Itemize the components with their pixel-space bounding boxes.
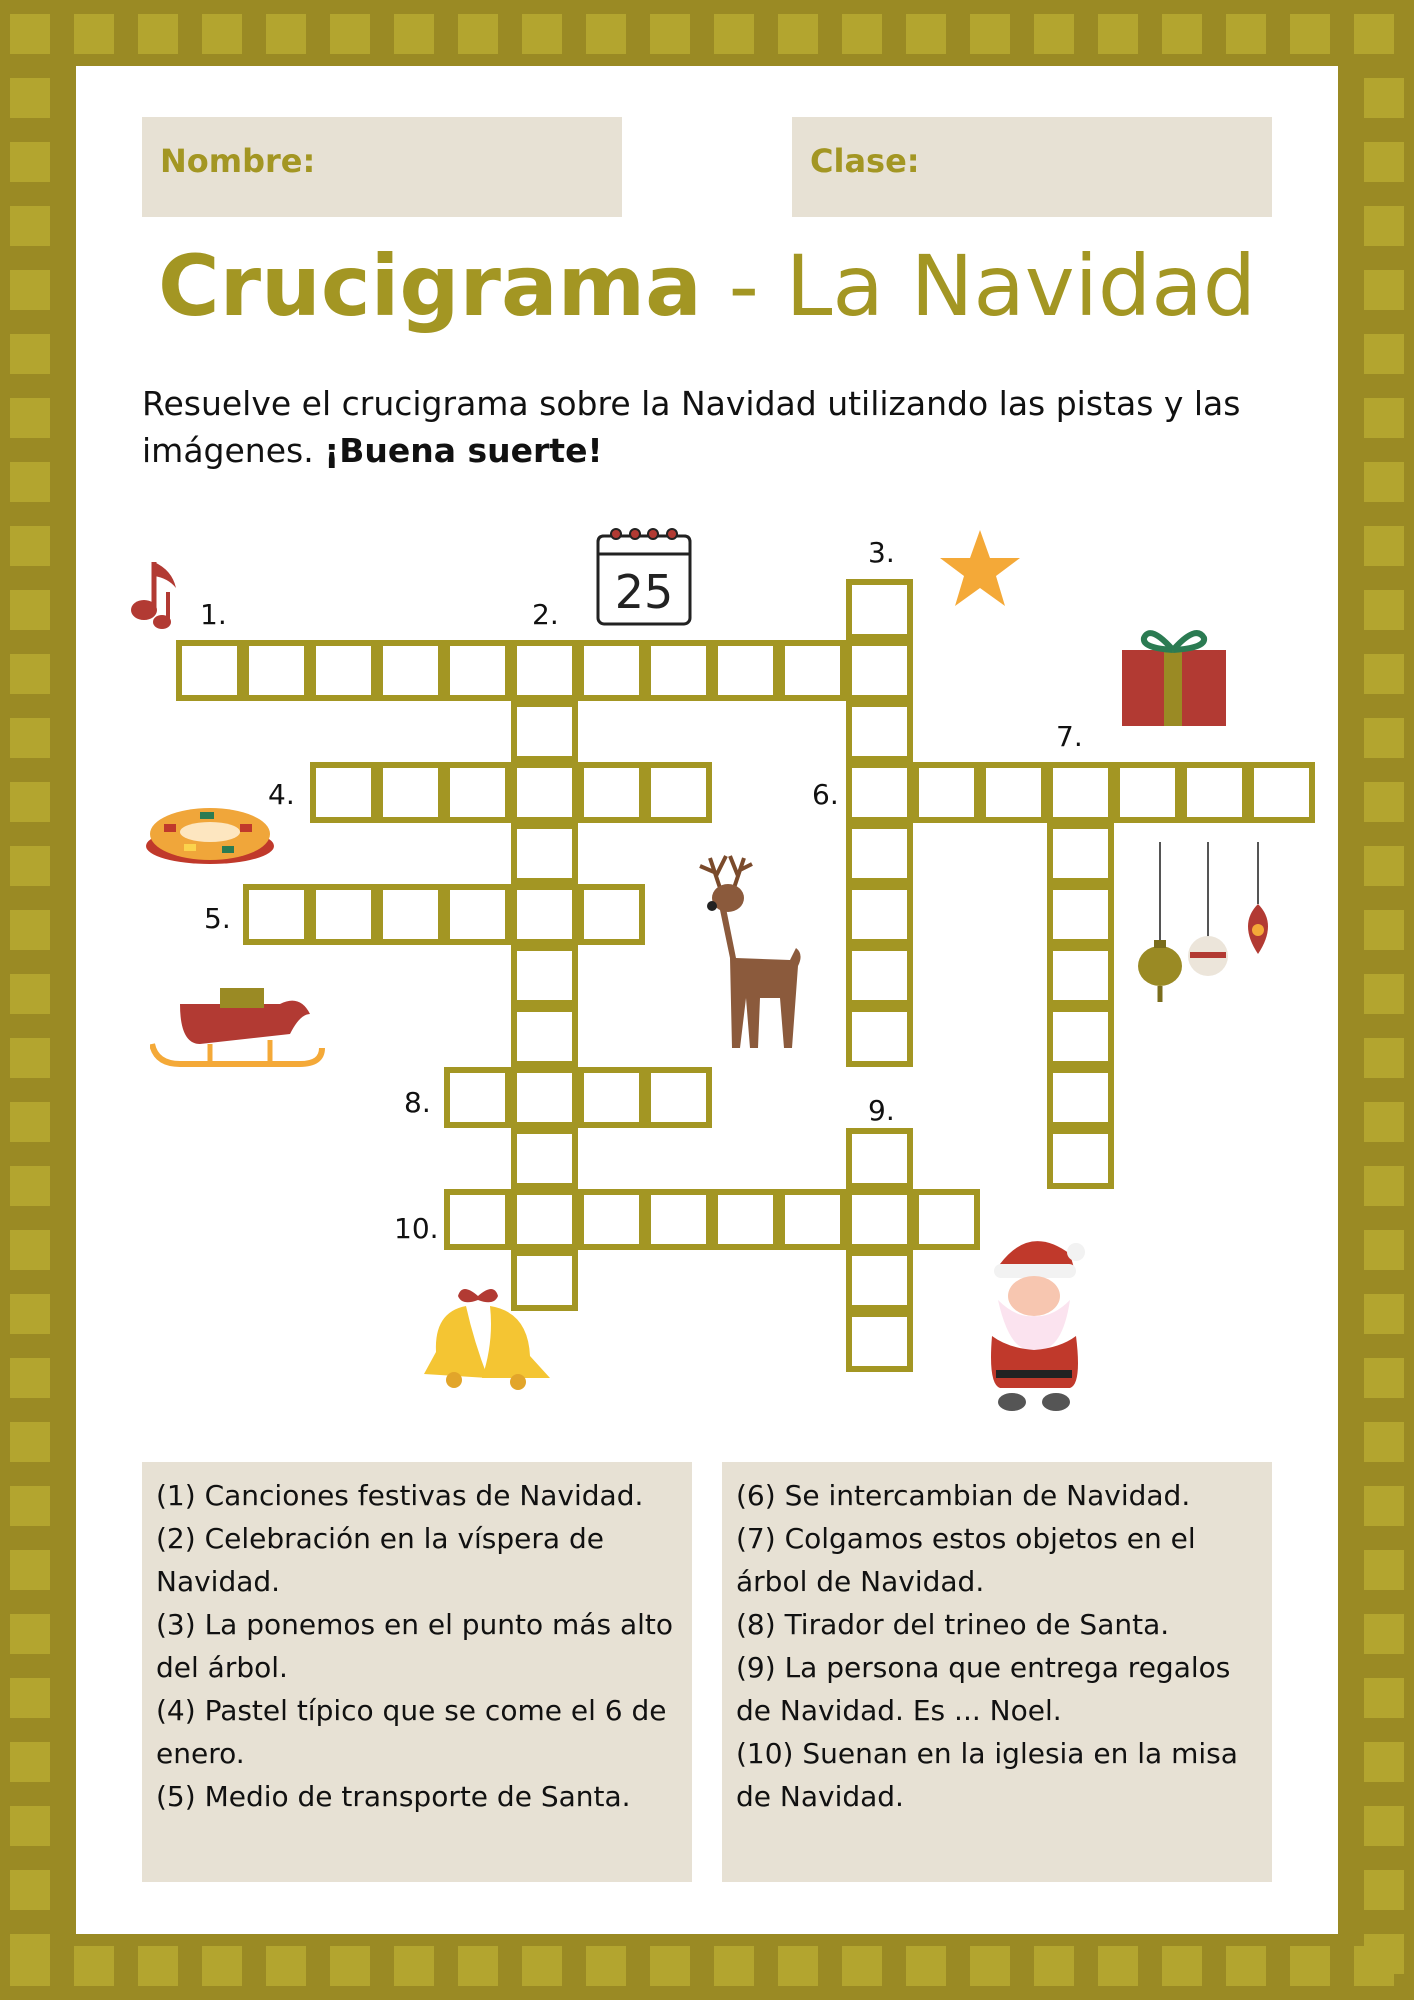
border-square: [1364, 1038, 1404, 1078]
calendar-day: 25: [614, 565, 674, 619]
crossword-cell[interactable]: [578, 884, 645, 945]
sleigh-icon: [150, 984, 326, 1072]
crossword-cell[interactable]: [846, 884, 913, 945]
border-square: [10, 1678, 50, 1718]
border-square: [1290, 14, 1330, 54]
crossword-cell[interactable]: [846, 1189, 913, 1250]
crossword-cell[interactable]: [511, 884, 578, 945]
crossword-cell[interactable]: [444, 1189, 511, 1250]
border-square: [10, 526, 50, 566]
border-square: [10, 654, 50, 694]
crossword-cell[interactable]: [243, 884, 310, 945]
border-square: [1162, 1946, 1202, 1986]
crossword-cell[interactable]: [444, 884, 511, 945]
crossword-cell[interactable]: [980, 762, 1047, 823]
music-note-icon: [124, 552, 186, 632]
border-square: [1364, 1294, 1404, 1334]
crossword-cell[interactable]: [1248, 762, 1315, 823]
crossword-cell[interactable]: [578, 762, 645, 823]
crossword-cell[interactable]: [846, 945, 913, 1006]
crossword-cell[interactable]: [1047, 823, 1114, 884]
crossword-cell[interactable]: [511, 945, 578, 1006]
border-square: [1364, 1678, 1404, 1718]
border-square: [1364, 846, 1404, 886]
border-square: [1364, 590, 1404, 630]
border-square: [522, 14, 562, 54]
crossword-cell[interactable]: [645, 1189, 712, 1250]
clue-number-1: 1.: [200, 598, 227, 631]
crossword-cell[interactable]: [1047, 762, 1114, 823]
border-square: [266, 1946, 306, 1986]
border-square: [138, 14, 178, 54]
gift-icon: [1120, 624, 1230, 728]
border-square: [1364, 1550, 1404, 1590]
border-square: [714, 14, 754, 54]
crossword-cell[interactable]: [511, 701, 578, 762]
border-square: [1364, 334, 1404, 374]
border-square: [10, 718, 50, 758]
clue-number-7: 7.: [1056, 720, 1083, 753]
santa-icon: [970, 1224, 1098, 1412]
crossword-cell[interactable]: [645, 640, 712, 701]
border-square: [10, 1294, 50, 1334]
border-square: [10, 1422, 50, 1462]
border-square: [10, 334, 50, 374]
crossword-cell[interactable]: [712, 640, 779, 701]
clue-number-3: 3.: [868, 536, 895, 569]
reindeer-icon: [680, 848, 810, 1060]
clue-7: (7) Colgamos estos objetos en el árbol de Navidad.: [736, 1522, 1196, 1598]
border-square: [10, 1870, 50, 1910]
border-square: [1226, 1946, 1266, 1986]
border-square: [522, 1946, 562, 1986]
border-square: [842, 14, 882, 54]
name-label: Nombre:: [160, 142, 316, 180]
border-square: [10, 462, 50, 502]
border-square: [650, 1946, 690, 1986]
crossword-cell[interactable]: [578, 1189, 645, 1250]
border-square: [10, 142, 50, 182]
instructions: [142, 380, 1272, 474]
border-square: [586, 1946, 626, 1986]
border-square: [266, 14, 306, 54]
border-square: [74, 1946, 114, 1986]
border-square: [10, 1102, 50, 1142]
border-square: [1364, 1358, 1404, 1398]
border-square: [1364, 1166, 1404, 1206]
crossword-cell[interactable]: [511, 762, 578, 823]
border-square: [1364, 142, 1404, 182]
crossword-cell[interactable]: [1047, 945, 1114, 1006]
border-square: [10, 78, 50, 118]
border-square: [970, 14, 1010, 54]
border-square: [650, 14, 690, 54]
crossword-cell[interactable]: [846, 1250, 913, 1311]
crossword-cell[interactable]: [712, 1189, 779, 1250]
class-label: Clase:: [810, 142, 920, 180]
ornaments-icon: [1134, 842, 1280, 1006]
border-square: [10, 1934, 50, 1974]
border-square: [10, 1358, 50, 1398]
crossword-cell[interactable]: [1114, 762, 1181, 823]
crossword-cell[interactable]: [846, 823, 913, 884]
crossword-cell[interactable]: [846, 579, 913, 640]
border-square: [10, 910, 50, 950]
border-square: [1364, 1806, 1404, 1846]
clue-3: (3) La ponemos en el punto más alto del árbol.: [156, 1608, 674, 1684]
border-square: [10, 1742, 50, 1782]
border-square: [1098, 1946, 1138, 1986]
clue-number-5: 5.: [204, 902, 231, 935]
crossword-cell[interactable]: [846, 1128, 913, 1189]
crossword-cell[interactable]: [846, 701, 913, 762]
rosca-cake-icon: [144, 796, 276, 866]
border-square: [1364, 1742, 1404, 1782]
crossword-cell[interactable]: [913, 762, 980, 823]
crossword-cell[interactable]: [377, 762, 444, 823]
clues-right-box: [722, 1462, 1272, 1882]
bells-icon: [418, 1282, 556, 1392]
border-square: [906, 1946, 946, 1986]
crossword-cell[interactable]: [1047, 1128, 1114, 1189]
crossword-cell[interactable]: [310, 884, 377, 945]
crossword-cell[interactable]: [1047, 884, 1114, 945]
border-square: [906, 14, 946, 54]
clue-number-4: 4.: [268, 778, 295, 811]
clue-5: (5) Medio de transporte de Santa.: [156, 1780, 631, 1813]
border-square: [1364, 654, 1404, 694]
crossword-cell[interactable]: [645, 1067, 712, 1128]
border-square: [1098, 14, 1138, 54]
border-square: [10, 590, 50, 630]
crossword-cell[interactable]: [1181, 762, 1248, 823]
border-square: [10, 846, 50, 886]
clue-4: (4) Pastel típico que se come el 6 de enero.: [156, 1694, 667, 1770]
crossword-cell[interactable]: [511, 1067, 578, 1128]
crossword-cell[interactable]: [779, 1189, 846, 1250]
border-square: [1226, 14, 1266, 54]
border-square: [10, 398, 50, 438]
border-square: [10, 974, 50, 1014]
border-square: [1364, 1422, 1404, 1462]
crossword-cell[interactable]: [846, 1311, 913, 1372]
crossword-cell[interactable]: [511, 1189, 578, 1250]
crossword-cell[interactable]: [511, 640, 578, 701]
crossword-cell[interactable]: [444, 762, 511, 823]
instructions-text: Resuelve el crucigrama sobre la Navidad utilizando las pistas y las imágenes.: [142, 384, 1241, 470]
clue-number-9: 9.: [868, 1094, 895, 1127]
border-square: [970, 1946, 1010, 1986]
clue-number-2: 2.: [532, 598, 559, 631]
border-square: [138, 1946, 178, 1986]
border-square: [394, 1946, 434, 1986]
star-icon: [938, 528, 1022, 608]
border-square: [1290, 1946, 1330, 1986]
crossword-cell[interactable]: [444, 1067, 511, 1128]
border-square: [1364, 974, 1404, 1014]
clue-number-8: 8.: [404, 1086, 431, 1119]
border-square: [842, 1946, 882, 1986]
border-square: [1364, 462, 1404, 502]
border-square: [330, 1946, 370, 1986]
border-square: [10, 1230, 50, 1270]
border-square: [1364, 1870, 1404, 1910]
crossword-cell[interactable]: [511, 823, 578, 884]
crossword-cell[interactable]: [377, 640, 444, 701]
border-square: [458, 14, 498, 54]
name-field[interactable]: [142, 117, 622, 217]
border-square: [394, 14, 434, 54]
border-square: [1364, 718, 1404, 758]
crossword-cell[interactable]: [779, 640, 846, 701]
crossword-cell[interactable]: [846, 762, 913, 823]
crossword-cell[interactable]: [511, 1006, 578, 1067]
border-square: [458, 1946, 498, 1986]
border-square: [1364, 526, 1404, 566]
border-square: [1364, 1102, 1404, 1142]
border-square: [1364, 782, 1404, 822]
crossword-cell[interactable]: [511, 1128, 578, 1189]
border-square: [10, 782, 50, 822]
border-square: [1034, 1946, 1074, 1986]
border-square: [10, 1806, 50, 1846]
crossword-cell[interactable]: [444, 640, 511, 701]
border-square: [1364, 398, 1404, 438]
clue-8: (8) Tirador del trineo de Santa.: [736, 1608, 1170, 1641]
border-square: [10, 1486, 50, 1526]
class-field[interactable]: [792, 117, 1272, 217]
clue-number-6: 6.: [812, 778, 839, 811]
crossword-cell[interactable]: [377, 884, 444, 945]
border-square: [330, 14, 370, 54]
calendar-icon: [594, 524, 694, 628]
border-square: [714, 1946, 754, 1986]
clue-1: (1) Canciones festivas de Navidad.: [156, 1479, 644, 1512]
border-square: [74, 14, 114, 54]
title-bold: Crucigrama: [157, 237, 702, 335]
clue-6: (6) Se intercambian de Navidad.: [736, 1479, 1191, 1512]
border-square: [10, 14, 50, 54]
clue-10: (10) Suenan en la iglesia en la misa de Navidad.: [736, 1737, 1238, 1813]
crossword-cell[interactable]: [846, 1006, 913, 1067]
crossword-cell[interactable]: [1047, 1006, 1114, 1067]
crossword-cell[interactable]: [176, 640, 243, 701]
crossword-cell[interactable]: [578, 640, 645, 701]
border-square: [586, 14, 626, 54]
crossword-cell[interactable]: [310, 762, 377, 823]
border-square: [1364, 1230, 1404, 1270]
crossword-cell[interactable]: [578, 1067, 645, 1128]
clue-2: (2) Celebración en la víspera de Navidad.: [156, 1522, 604, 1598]
border-square: [202, 14, 242, 54]
crossword-cell[interactable]: [645, 762, 712, 823]
crossword-cell[interactable]: [1047, 1067, 1114, 1128]
border-square: [10, 1038, 50, 1078]
border-square: [1364, 910, 1404, 950]
border-square: [778, 1946, 818, 1986]
crossword-cell[interactable]: [243, 640, 310, 701]
border-square: [1364, 1614, 1404, 1654]
border-square: [1162, 14, 1202, 54]
title-rest: - La Navidad: [701, 237, 1257, 335]
clues-left-box: [142, 1462, 692, 1882]
border-square: [10, 1166, 50, 1206]
border-square: [202, 1946, 242, 1986]
crossword-cell[interactable]: [310, 640, 377, 701]
border-square: [1364, 78, 1404, 118]
border-square: [1364, 1486, 1404, 1526]
border-square: [1354, 14, 1394, 54]
page-title: [0, 237, 1414, 335]
border-square: [1034, 14, 1074, 54]
border-square: [10, 1550, 50, 1590]
crossword-cell[interactable]: [846, 640, 913, 701]
border-square: [778, 14, 818, 54]
clue-number-10: 10.: [394, 1212, 439, 1245]
instructions-bold: ¡Buena suerte!: [324, 431, 603, 470]
border-square: [10, 1614, 50, 1654]
border-square: [1364, 1934, 1404, 1974]
clue-9: (9) La persona que entrega regalos de Navidad. Es ... Noel.: [736, 1651, 1231, 1727]
